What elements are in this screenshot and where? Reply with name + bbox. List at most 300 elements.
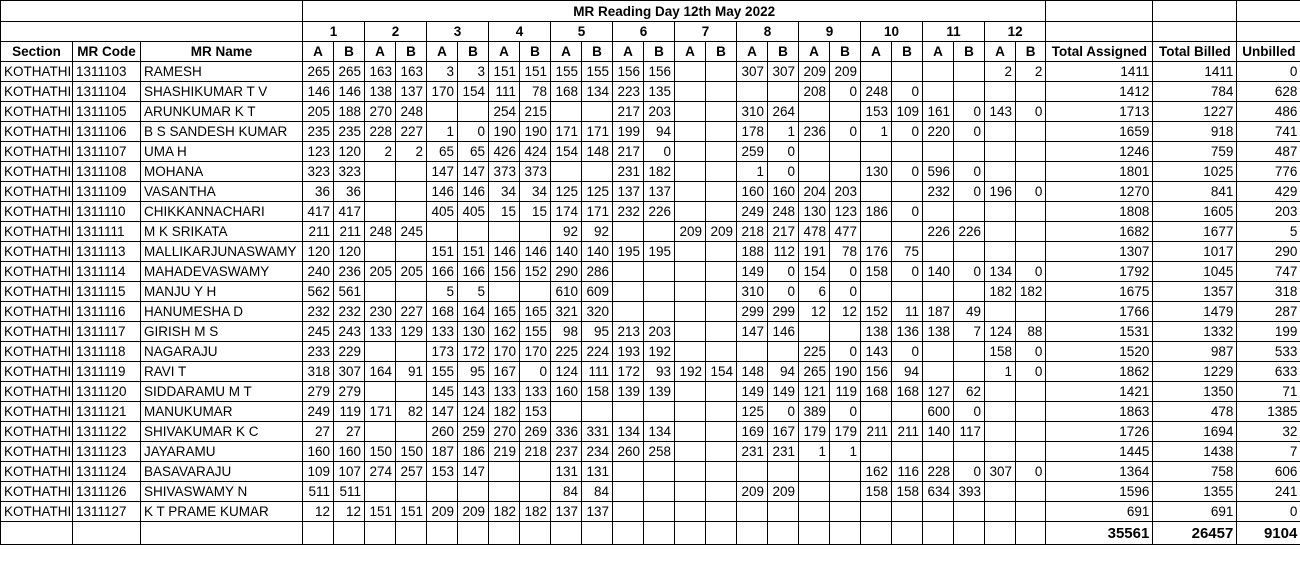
reading-cell (706, 282, 737, 302)
reading-cell: 155 (582, 62, 613, 82)
reading-cell: 211 (861, 422, 892, 442)
reading-cell: 170 (520, 342, 551, 362)
reading-cell (365, 382, 396, 402)
reading-cell (985, 122, 1016, 142)
reading-cell (551, 402, 582, 422)
reading-cell: 153 (520, 402, 551, 422)
section-cell: KOTHATHI (1, 422, 73, 442)
reading-cell: 0 (892, 202, 923, 222)
table-body (1, 62, 1300, 522)
total-assigned-cell: 1270 (1046, 182, 1153, 202)
reading-cell (613, 402, 644, 422)
reading-cell: 15 (489, 202, 520, 222)
total-assigned-cell: 1682 (1046, 222, 1153, 242)
reading-cell: 217 (768, 222, 799, 242)
reading-cell (675, 162, 706, 182)
reading-cell: 209 (427, 502, 458, 522)
total-billed-cell: 1438 (1153, 442, 1237, 462)
header-sub-b: B (768, 42, 799, 62)
reading-cell (675, 262, 706, 282)
reading-cell (985, 442, 1016, 462)
reading-cell: 220 (923, 122, 954, 142)
reading-cell (830, 462, 861, 482)
reading-cell: 227 (396, 122, 427, 142)
table-row (1, 62, 1300, 82)
reading-cell: 0 (768, 402, 799, 422)
mr-name-cell: SHIVAKUMAR K C (141, 422, 303, 442)
reading-cell: 217 (613, 102, 644, 122)
reading-cell: 260 (427, 422, 458, 442)
section-cell: KOTHATHI (1, 322, 73, 342)
reading-cell: 219 (489, 442, 520, 462)
totals-blank-cell (396, 522, 427, 545)
reading-cell: 2 (1016, 62, 1046, 82)
reading-cell: 143 (458, 382, 489, 402)
reading-cell (1016, 202, 1046, 222)
reading-cell (365, 242, 396, 262)
reading-cell (830, 102, 861, 122)
reading-cell: 151 (458, 242, 489, 262)
reading-cell: 205 (365, 262, 396, 282)
mr-name-cell: BASAVARAJU (141, 462, 303, 482)
reading-cell: 137 (613, 182, 644, 202)
totals-blank-cell (551, 522, 582, 545)
reading-cell (799, 502, 830, 522)
reading-cell: 0 (830, 282, 861, 302)
reading-cell (799, 102, 830, 122)
reading-cell: 146 (334, 82, 365, 102)
reading-cell: 139 (644, 382, 675, 402)
totals-blank-cell (985, 522, 1016, 545)
reading-cell: 137 (644, 182, 675, 202)
reading-cell (613, 282, 644, 302)
group-number-11: 11 (923, 22, 985, 42)
reading-cell (675, 62, 706, 82)
reading-cell (1016, 302, 1046, 322)
reading-cell: 209 (675, 222, 706, 242)
reading-cell: 0 (1016, 362, 1046, 382)
reading-cell (706, 442, 737, 462)
section-cell: KOTHATHI (1, 222, 73, 242)
section-cell: KOTHATHI (1, 502, 73, 522)
reading-cell: 286 (582, 262, 613, 282)
reading-cell: 227 (396, 302, 427, 322)
reading-cell: 158 (985, 342, 1016, 362)
total-assigned-cell: 1801 (1046, 162, 1153, 182)
table-row (1, 342, 1300, 362)
reading-cell: 0 (954, 462, 985, 482)
totals-blank-cell (334, 522, 365, 545)
mr-code-cell: 1311117 (73, 322, 141, 342)
title-blank-cell (1237, 1, 1300, 22)
reading-cell: 231 (613, 162, 644, 182)
reading-cell: 0 (954, 182, 985, 202)
mr-code-cell: 1311110 (73, 202, 141, 222)
reading-cell (768, 82, 799, 102)
reading-cell: 195 (613, 242, 644, 262)
reading-cell (799, 162, 830, 182)
mr-name-cell: M K SRIKATA (141, 222, 303, 242)
reading-cell: 36 (334, 182, 365, 202)
reading-cell (706, 502, 737, 522)
reading-cell: 149 (737, 382, 768, 402)
reading-cell: 254 (489, 102, 520, 122)
reading-cell: 0 (458, 122, 489, 142)
section-cell: KOTHATHI (1, 122, 73, 142)
totals-blank-cell (1, 522, 73, 545)
reading-cell (582, 102, 613, 122)
total-assigned-cell: 1412 (1046, 82, 1153, 102)
group-spacer-cell (1, 22, 303, 42)
reading-cell (954, 142, 985, 162)
reading-cell (706, 422, 737, 442)
reading-cell: 109 (303, 462, 334, 482)
reading-cell (706, 462, 737, 482)
reading-cell: 232 (334, 302, 365, 322)
total-billed-cell: 918 (1153, 122, 1237, 142)
group-number-1: 1 (303, 22, 365, 42)
totals-blank-cell (768, 522, 799, 545)
reading-cell: 279 (303, 382, 334, 402)
reading-cell: 166 (427, 262, 458, 282)
reading-cell: 143 (985, 102, 1016, 122)
reading-cell (675, 122, 706, 142)
reading-cell: 151 (396, 502, 427, 522)
reading-cell: 393 (954, 482, 985, 502)
reading-cell (427, 222, 458, 242)
reading-cell (675, 302, 706, 322)
reading-cell (861, 62, 892, 82)
reading-cell: 146 (520, 242, 551, 262)
reading-cell: 223 (613, 82, 644, 102)
reading-cell: 138 (365, 82, 396, 102)
reading-cell (1016, 442, 1046, 462)
reading-cell (985, 162, 1016, 182)
reading-cell (396, 422, 427, 442)
reading-cell: 162 (861, 462, 892, 482)
total-assigned-cell: 1675 (1046, 282, 1153, 302)
reading-cell: 2 (985, 62, 1016, 82)
reading-cell: 65 (458, 142, 489, 162)
reading-cell: 152 (520, 262, 551, 282)
section-cell: KOTHATHI (1, 202, 73, 222)
reading-cell (1016, 402, 1046, 422)
reading-cell (706, 162, 737, 182)
reading-cell: 182 (489, 502, 520, 522)
header-sub-b: B (458, 42, 489, 62)
reading-cell (613, 222, 644, 242)
mr-code-cell: 1311109 (73, 182, 141, 202)
unbilled-cell: 429 (1237, 182, 1300, 202)
mr-code-cell: 1311116 (73, 302, 141, 322)
reading-cell: 0 (954, 262, 985, 282)
reading-cell: 248 (768, 202, 799, 222)
group-number-8: 8 (737, 22, 799, 42)
reading-cell: 229 (334, 342, 365, 362)
reading-cell: 124 (458, 402, 489, 422)
reading-cell (396, 382, 427, 402)
table-row (1, 82, 1300, 102)
reading-cell: 389 (799, 402, 830, 422)
totals-blank-cell (737, 522, 768, 545)
reading-cell: 121 (799, 382, 830, 402)
reading-cell: 154 (551, 142, 582, 162)
total-billed-cell: 1411 (1153, 62, 1237, 82)
reading-cell: 158 (892, 482, 923, 502)
reading-cell: 209 (768, 482, 799, 502)
table-row (1, 502, 1300, 522)
reading-cell (427, 482, 458, 502)
total-billed-cell: 1677 (1153, 222, 1237, 242)
reading-cell (830, 482, 861, 502)
reading-cell (1016, 122, 1046, 142)
reading-cell (954, 82, 985, 102)
reading-cell (954, 282, 985, 302)
header-sub-a: A (489, 42, 520, 62)
header-sub-b: B (830, 42, 861, 62)
reading-cell: 215 (520, 102, 551, 122)
reading-cell: 98 (551, 322, 582, 342)
reading-cell: 279 (334, 382, 365, 402)
reading-cell: 331 (582, 422, 613, 442)
total-billed-cell: 1229 (1153, 362, 1237, 382)
section-cell: KOTHATHI (1, 262, 73, 282)
reading-cell: 134 (613, 422, 644, 442)
totals-row (1, 522, 1300, 545)
reading-cell: 153 (861, 102, 892, 122)
reading-cell (985, 482, 1016, 502)
mr-code-cell: 1311120 (73, 382, 141, 402)
reading-cell: 150 (365, 442, 396, 462)
reading-cell: 561 (334, 282, 365, 302)
mr-code-cell: 1311111 (73, 222, 141, 242)
unbilled-cell: 776 (1237, 162, 1300, 182)
reading-cell: 93 (644, 362, 675, 382)
grand-total-billed: 26457 (1153, 522, 1237, 545)
reading-cell: 155 (520, 322, 551, 342)
reading-cell (706, 302, 737, 322)
totals-blank-cell (830, 522, 861, 545)
group-blank-cell (1046, 22, 1153, 42)
reading-cell: 156 (489, 262, 520, 282)
reading-cell (706, 342, 737, 362)
reading-cell: 203 (830, 182, 861, 202)
section-cell: KOTHATHI (1, 362, 73, 382)
reading-cell: 0 (892, 82, 923, 102)
total-billed-cell: 1479 (1153, 302, 1237, 322)
reading-cell: 120 (334, 142, 365, 162)
reading-cell: 232 (303, 302, 334, 322)
reading-cell (675, 102, 706, 122)
reading-cell: 249 (303, 402, 334, 422)
total-assigned-cell: 1863 (1046, 402, 1153, 422)
reading-cell: 235 (334, 122, 365, 142)
section-cell: KOTHATHI (1, 402, 73, 422)
section-cell: KOTHATHI (1, 282, 73, 302)
reading-cell: 318 (303, 362, 334, 382)
reading-cell: 78 (830, 242, 861, 262)
reading-cell: 164 (458, 302, 489, 322)
reading-cell: 1 (985, 362, 1016, 382)
reading-cell (985, 242, 1016, 262)
reading-cell: 169 (737, 422, 768, 442)
mr-name-cell: RAMESH (141, 62, 303, 82)
reading-cell: 203 (644, 322, 675, 342)
reading-cell: 165 (520, 302, 551, 322)
reading-cell: 405 (427, 202, 458, 222)
reading-cell (675, 422, 706, 442)
reading-cell: 259 (737, 142, 768, 162)
column-header-row (1, 42, 1300, 62)
reading-cell: 6 (799, 282, 830, 302)
reading-cell (892, 502, 923, 522)
reading-cell: 0 (1016, 102, 1046, 122)
reading-cell: 145 (427, 382, 458, 402)
total-billed-cell: 478 (1153, 402, 1237, 422)
reading-cell: 417 (303, 202, 334, 222)
reading-cell: 213 (613, 322, 644, 342)
reading-cell: 0 (830, 82, 861, 102)
reading-cell (954, 242, 985, 262)
reading-cell: 172 (613, 362, 644, 382)
mr-name-cell: NAGARAJU (141, 342, 303, 362)
section-cell: KOTHATHI (1, 62, 73, 82)
header-mr-code: MR Code (73, 42, 141, 62)
group-number-10: 10 (861, 22, 923, 42)
reading-cell: 237 (551, 442, 582, 462)
sheet-title: MR Reading Day 12th May 2022 (303, 1, 1046, 22)
reading-cell: 168 (861, 382, 892, 402)
total-assigned-cell: 1307 (1046, 242, 1153, 262)
mr-code-cell: 1311126 (73, 482, 141, 502)
reading-cell: 95 (582, 322, 613, 342)
reading-cell (706, 182, 737, 202)
reading-cell: 94 (768, 362, 799, 382)
reading-cell (396, 342, 427, 362)
header-sub-b: B (954, 42, 985, 62)
reading-cell (365, 282, 396, 302)
reading-cell: 34 (520, 182, 551, 202)
reading-cell (582, 402, 613, 422)
reading-cell: 167 (768, 422, 799, 442)
mr-code-cell: 1311108 (73, 162, 141, 182)
reading-cell: 274 (365, 462, 396, 482)
reading-cell: 0 (768, 282, 799, 302)
reading-cell (675, 502, 706, 522)
reading-cell (706, 382, 737, 402)
reading-cell: 196 (985, 182, 1016, 202)
reading-cell (520, 222, 551, 242)
reading-cell: 226 (923, 222, 954, 242)
reading-cell (1016, 242, 1046, 262)
header-sub-b: B (892, 42, 923, 62)
reading-cell (613, 482, 644, 502)
total-assigned-cell: 1766 (1046, 302, 1153, 322)
reading-cell: 269 (520, 422, 551, 442)
reading-cell: 116 (892, 462, 923, 482)
mr-name-cell: MAHADEVASWAMY (141, 262, 303, 282)
reading-cell: 134 (985, 262, 1016, 282)
reading-cell: 417 (334, 202, 365, 222)
total-assigned-cell: 1364 (1046, 462, 1153, 482)
reading-cell (675, 482, 706, 502)
totals-blank-cell (458, 522, 489, 545)
reading-cell: 265 (303, 62, 334, 82)
reading-cell: 146 (303, 82, 334, 102)
total-billed-cell: 759 (1153, 142, 1237, 162)
reading-cell: 511 (334, 482, 365, 502)
reading-cell: 228 (365, 122, 396, 142)
table-row (1, 162, 1300, 182)
header-sub-b: B (396, 42, 427, 62)
reading-cell: 249 (737, 202, 768, 222)
totals-blank-cell (303, 522, 334, 545)
reading-cell: 117 (954, 422, 985, 442)
total-assigned-cell: 1808 (1046, 202, 1153, 222)
reading-cell (458, 222, 489, 242)
reading-cell: 336 (551, 422, 582, 442)
unbilled-cell: 287 (1237, 302, 1300, 322)
reading-cell: 426 (489, 142, 520, 162)
reading-cell: 131 (582, 462, 613, 482)
mr-name-cell: SHASHIKUMAR T V (141, 82, 303, 102)
reading-cell (830, 162, 861, 182)
reading-cell: 78 (520, 82, 551, 102)
reading-cell: 1 (830, 442, 861, 462)
reading-cell: 211 (892, 422, 923, 442)
header-sub-a: A (985, 42, 1016, 62)
reading-cell: 158 (582, 382, 613, 402)
reading-cell: 235 (303, 122, 334, 142)
reading-cell: 119 (334, 402, 365, 422)
reading-cell: 2 (396, 142, 427, 162)
header-sub-a: A (365, 42, 396, 62)
reading-cell: 7 (954, 322, 985, 342)
table-row (1, 442, 1300, 462)
header-mr-name: MR Name (141, 42, 303, 62)
reading-cell: 634 (923, 482, 954, 502)
reading-cell (799, 322, 830, 342)
reading-cell: 138 (861, 322, 892, 342)
reading-cell: 225 (551, 342, 582, 362)
reading-cell: 168 (551, 82, 582, 102)
reading-cell: 192 (644, 342, 675, 362)
reading-cell: 120 (334, 242, 365, 262)
reading-cell: 610 (551, 282, 582, 302)
reading-cell: 149 (737, 262, 768, 282)
reading-cell (861, 142, 892, 162)
reading-cell (675, 142, 706, 162)
reading-cell: 119 (830, 382, 861, 402)
mr-name-cell: VASANTHA (141, 182, 303, 202)
reading-cell: 160 (737, 182, 768, 202)
reading-cell: 148 (737, 362, 768, 382)
reading-cell: 209 (799, 62, 830, 82)
reading-cell (985, 402, 1016, 422)
reading-cell (365, 482, 396, 502)
table-row (1, 102, 1300, 122)
reading-cell: 165 (489, 302, 520, 322)
reading-cell: 307 (737, 62, 768, 82)
header-sub-b: B (334, 42, 365, 62)
table-row (1, 142, 1300, 162)
reading-cell: 12 (799, 302, 830, 322)
reading-cell: 0 (644, 142, 675, 162)
reading-cell: 320 (582, 302, 613, 322)
reading-cell (861, 402, 892, 422)
table-row (1, 122, 1300, 142)
table-row (1, 202, 1300, 222)
